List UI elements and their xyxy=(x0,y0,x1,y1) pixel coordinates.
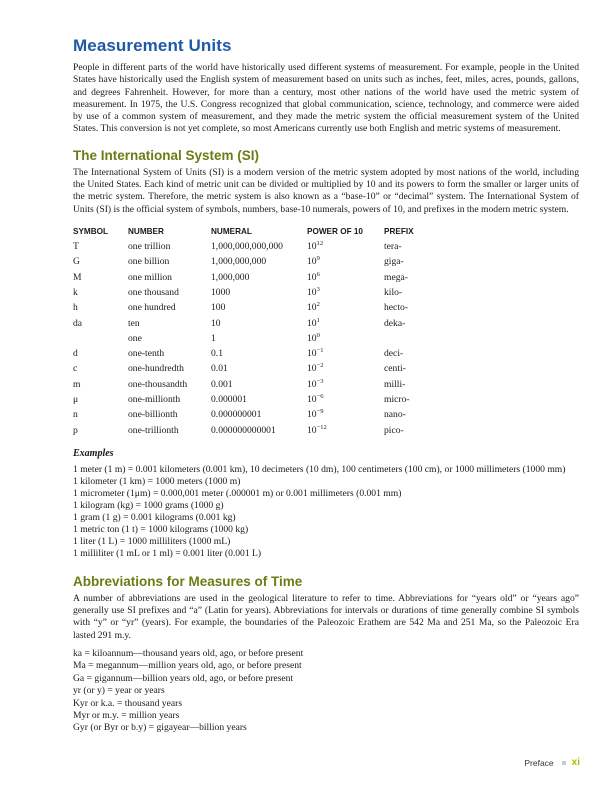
time-section xyxy=(73,574,579,735)
cell-prefix: nano- xyxy=(384,409,406,421)
cell-prefix: deci- xyxy=(384,348,404,360)
si-table-body xyxy=(73,239,579,438)
cell-prefix: pico- xyxy=(384,424,404,436)
cell-numeral: 0.1 xyxy=(211,348,223,360)
cell-prefix: kilo- xyxy=(384,287,403,298)
intro-paragraph: People in different parts of the world have historically used different systems of measurement. For example, people in the United States have historically used the English system of measurement based on units such as inches, feet, miles, acres, pounds, gallons, and degrees Fahrenheit. However, for more than a century, most other nations of the world have used the metric system of measurement. In 1975, the U.S. Congress recognized that global communication, science, technology, and commerce were aided by use of a common system of measurement, and they made the metric system the official measurement system of the United States. This conversion is not yet complete, so most Americans currently use both English and metric systems of measurement. xyxy=(73,62,579,135)
example-item: 1 gram (1 g) = 0.001 kilograms (0.001 kg) xyxy=(73,511,236,523)
cell-symbol: da xyxy=(73,317,83,329)
power-base: 10 xyxy=(307,424,317,436)
example-item: 1 milliliter (1 mL or 1 ml) = 0.001 liter (0.001 L) xyxy=(73,547,262,559)
header-prefix: PREFIX xyxy=(384,227,414,237)
time-abbreviation-item: Ma = megannum—million years old, ago, or before present xyxy=(73,660,302,672)
cell-power xyxy=(307,241,384,252)
si-table-row xyxy=(73,254,579,269)
power-exponent: −6 xyxy=(316,393,324,401)
examples-title: Examples xyxy=(73,447,114,459)
footer-label: Preface xyxy=(524,757,554,768)
si-section xyxy=(73,148,579,438)
cell-number: one-thousandth xyxy=(128,378,188,390)
power-base: 10 xyxy=(307,317,317,329)
si-table-row xyxy=(73,377,579,392)
si-table-row xyxy=(73,270,579,285)
cell-number: one-millionth xyxy=(128,394,181,406)
time-abbreviation-item: Kyr or k.a. = thousand years xyxy=(73,697,183,709)
time-abbreviation-item: Ga = gigannum—billion years old, ago, or before present xyxy=(73,672,294,684)
si-paragraph: The International System of Units (SI) is a modern version of the metric system adopted by most nations of the world, including the United States. Each kind of metric unit can be divided or multiplied by 10 and its powers to form the smaller or larger units of the metric system. Therefore, the metric system is also known as a “base-10” or “decimal” system. The International System of Units (SI) is the official system of symbols, numbers, base-10 numerals, powers of 10, and prefixes in the modern metric system. xyxy=(73,166,579,215)
cell-prefix: milli- xyxy=(384,378,406,390)
power-base: 10 xyxy=(307,256,317,268)
power-base: 10 xyxy=(307,363,317,375)
si-table-row xyxy=(73,423,579,438)
power-base: 10 xyxy=(307,394,317,406)
cell-numeral: 0.01 xyxy=(211,363,228,375)
examples-list xyxy=(73,464,579,560)
cell-prefix: hecto- xyxy=(384,302,408,314)
si-table-row xyxy=(73,331,579,346)
power-exponent: −2 xyxy=(316,362,324,370)
cell-number: one hundred xyxy=(128,302,176,314)
cell-numeral: 1000 xyxy=(211,287,231,298)
time-abbreviation-item: Gyr (or Byr or b.y) = gigayear—billion years xyxy=(73,722,247,734)
power-base: 10 xyxy=(307,409,317,421)
cell-number: one xyxy=(128,332,142,344)
footer-separator-square xyxy=(562,761,566,765)
example-item: 1 kilogram (kg) = 1000 grams (1000 g) xyxy=(73,499,224,511)
cell-numeral: 1,000,000,000,000 xyxy=(211,241,283,253)
example-item: 1 micrometer (1μm) = 0.000,001 meter (.000001 m) or 0.001 millimeters (0.001 mm) xyxy=(73,487,402,499)
si-table-row xyxy=(73,315,579,330)
cell-numeral: 100 xyxy=(211,302,226,314)
cell-prefix: mega- xyxy=(384,271,408,283)
cell-number: ten xyxy=(128,317,140,329)
power-exponent: −1 xyxy=(316,347,324,355)
cell-numeral: 0.000000000001 xyxy=(211,424,276,436)
si-table-row xyxy=(73,300,579,315)
si-table-row xyxy=(73,407,579,422)
cell-power xyxy=(307,272,384,283)
cell-prefix: giga- xyxy=(384,256,404,268)
page-footer xyxy=(524,757,580,768)
cell-symbol: m xyxy=(73,378,81,390)
cell-number: one-trillionth xyxy=(128,424,179,436)
time-abbreviation-list xyxy=(73,648,579,735)
cell-symbol: p xyxy=(73,424,78,436)
power-base: 10 xyxy=(307,302,317,314)
header-power: POWER OF 10 xyxy=(307,227,363,237)
cell-number: one-billionth xyxy=(128,409,178,421)
example-item: 1 kilometer (1 km) = 1000 meters (1000 m) xyxy=(73,475,241,487)
cell-number: one trillion xyxy=(128,241,171,253)
header-numeral: NUMERAL xyxy=(211,227,252,237)
cell-numeral: 1 xyxy=(211,332,216,344)
cell-prefix: tera- xyxy=(384,241,402,253)
si-heading: The International System (SI) xyxy=(73,147,260,163)
power-exponent: 3 xyxy=(316,286,320,293)
power-base: 10 xyxy=(307,241,317,253)
si-table-row xyxy=(73,285,579,300)
time-abbreviation-item: ka = kiloannum—thousand years old, ago, or before present xyxy=(73,648,304,660)
cell-power xyxy=(307,302,384,313)
cell-symbol: T xyxy=(73,241,79,253)
cell-power xyxy=(307,256,384,267)
example-item: 1 metric ton (1 t) = 1000 kilograms (1000 kg) xyxy=(73,523,249,535)
cell-prefix: deka- xyxy=(384,317,406,329)
cell-number: one-hundredth xyxy=(128,363,184,375)
power-base: 10 xyxy=(307,378,317,390)
cell-number: one billion xyxy=(128,256,170,268)
cell-symbol: h xyxy=(73,302,78,314)
power-exponent: 1 xyxy=(316,316,320,324)
cell-power xyxy=(307,287,384,298)
page-number: xi xyxy=(571,757,580,768)
cell-power xyxy=(307,363,384,374)
cell-symbol: n xyxy=(73,409,78,421)
cell-numeral: 1,000,000,000 xyxy=(211,256,267,268)
cell-power xyxy=(307,394,384,405)
cell-symbol: G xyxy=(73,256,80,268)
power-exponent: 12 xyxy=(316,240,324,248)
power-base: 10 xyxy=(307,287,317,298)
power-exponent: 2 xyxy=(316,301,320,309)
power-base: 10 xyxy=(307,332,317,344)
page-content xyxy=(73,30,579,735)
time-abbreviation-item: yr (or y) = year or years xyxy=(73,685,165,697)
cell-number: one thousand xyxy=(128,287,179,298)
power-exponent: −12 xyxy=(316,423,327,431)
example-item: 1 meter (1 m) = 0.001 kilometers (0.001 km), 10 decimeters (10 dm), 100 centimeters (100 cm), or 1000 millimeters (1000 mm) xyxy=(73,463,566,475)
cell-power xyxy=(307,318,384,329)
cell-symbol: c xyxy=(73,363,78,375)
example-item: 1 liter (1 L) = 1000 milliliters (1000 mL) xyxy=(73,535,231,547)
cell-number: one million xyxy=(128,271,172,283)
cell-number: one-tenth xyxy=(128,348,165,360)
power-exponent: −3 xyxy=(316,377,324,385)
time-abbreviation-item: Myr or m.y. = million years xyxy=(73,710,180,722)
si-table-row xyxy=(73,392,579,407)
si-table-row xyxy=(73,346,579,361)
time-paragraph: A number of abbreviations are used in the geological literature to refer to time. Abbreviations for “years old” or “years ago” generally use SI prefixes and “a” (Latin for years). Abbreviations for intervals or durations of time generally combine SI symbols with “y” or “yr” (years). For example, the boundaries of the Paleozoic Erathem are 542 Ma and 251 Ma, so the Paleozoic Era lasted 291 m.y. xyxy=(73,592,579,641)
cell-numeral: 1,000,000 xyxy=(211,271,250,283)
cell-symbol: d xyxy=(73,348,78,360)
cell-power xyxy=(307,409,384,420)
si-table-row xyxy=(73,239,579,254)
cell-numeral: 10 xyxy=(211,317,221,329)
cell-power xyxy=(307,379,384,390)
power-base: 10 xyxy=(307,348,317,360)
cell-numeral: 0.000000001 xyxy=(211,409,262,421)
header-number: NUMBER xyxy=(128,227,164,237)
power-exponent: −9 xyxy=(316,408,324,416)
power-exponent: 6 xyxy=(316,270,320,278)
cell-prefix: micro- xyxy=(384,394,410,406)
si-table-header xyxy=(73,225,579,239)
page-title: Measurement Units xyxy=(73,36,232,55)
cell-power xyxy=(307,348,384,359)
cell-power xyxy=(307,425,384,436)
cell-power xyxy=(307,333,384,344)
power-base: 10 xyxy=(307,271,317,283)
header-symbol: SYMBOL xyxy=(73,227,109,237)
cell-prefix: centi- xyxy=(384,363,406,375)
power-exponent: 9 xyxy=(316,255,320,263)
cell-symbol: μ xyxy=(73,394,79,406)
power-exponent: 0 xyxy=(316,331,320,339)
cell-numeral: 0.000001 xyxy=(211,394,247,406)
time-heading: Abbreviations for Measures of Time xyxy=(73,573,303,589)
cell-numeral: 0.001 xyxy=(211,378,233,390)
cell-symbol: M xyxy=(73,271,82,283)
cell-symbol: k xyxy=(73,287,78,298)
si-table-row xyxy=(73,361,579,376)
